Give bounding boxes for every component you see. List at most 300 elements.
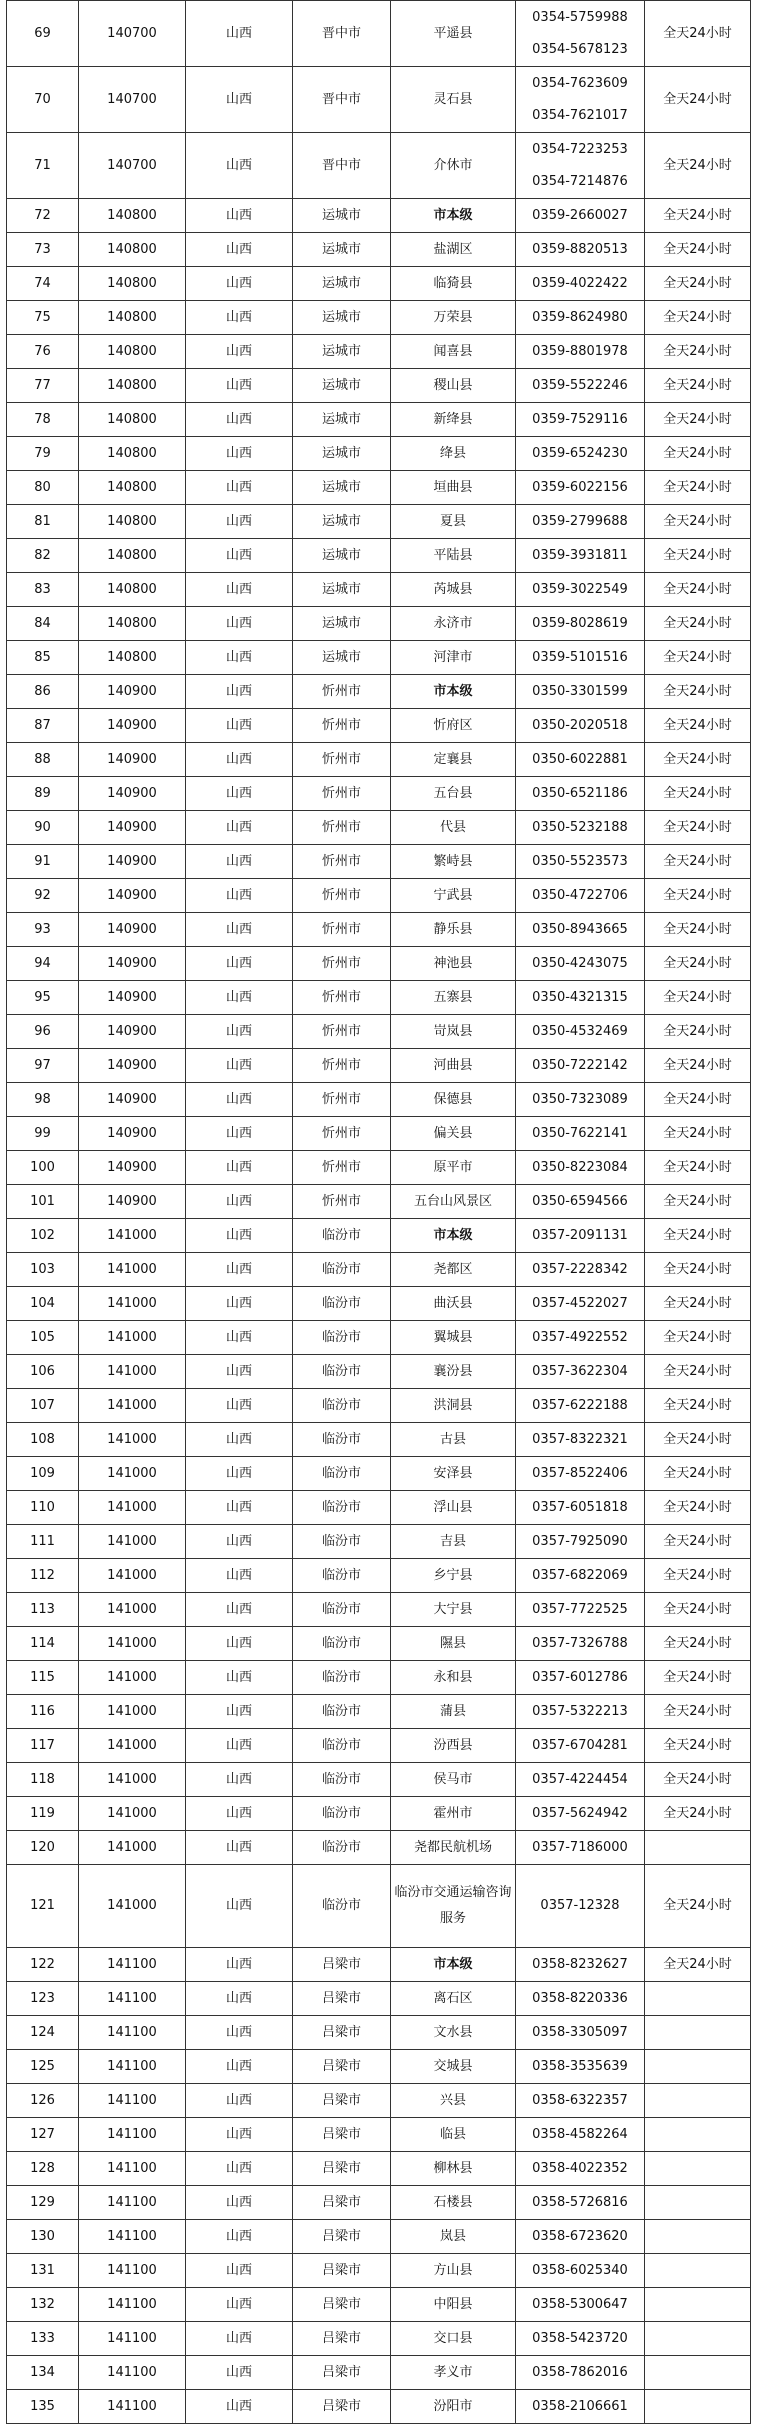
county-name: 侯马市: [433, 1771, 473, 1787]
phone-cell: [516, 133, 645, 199]
phone-number: 0359-2660027: [532, 207, 628, 223]
row-number-cell: 74: [7, 267, 79, 301]
service-hours-cell: 全天24小时: [645, 505, 751, 539]
phone-number: 0357-3622304: [532, 1363, 628, 1379]
service-hours-cell: [645, 2118, 751, 2152]
service-hours-cell: 全天24小时: [645, 1423, 751, 1457]
row-number-cell: 91: [7, 845, 79, 879]
county-cell: [391, 1219, 516, 1253]
county-cell: [391, 641, 516, 675]
row-number-cell: 99: [7, 1117, 79, 1151]
phone-number: 0350-6022881: [532, 751, 628, 767]
region-code-cell: 141100: [79, 2050, 186, 2084]
phone-cell: [516, 1253, 645, 1287]
county-name: 市本级: [433, 207, 473, 223]
county-cell: [391, 335, 516, 369]
region-code-cell: 140900: [79, 879, 186, 913]
county-name: 离石区: [433, 1990, 473, 2006]
phone-number: 0350-7323089: [532, 1091, 628, 1107]
service-hours-cell: [645, 1982, 751, 2016]
phone-number: 0359-3022549: [532, 581, 628, 597]
phone-cell: [516, 301, 645, 335]
province-cell: 山西: [186, 811, 293, 845]
county-name: 河津市: [433, 649, 473, 665]
province-cell: 山西: [186, 335, 293, 369]
city-cell: 吕梁市: [293, 2322, 391, 2356]
region-code-cell: 140800: [79, 437, 186, 471]
phone-number: 0358-2106661: [532, 2398, 628, 2414]
table-row: [7, 981, 751, 1015]
table-row: [7, 1185, 751, 1219]
service-hours-cell: 全天24小时: [645, 267, 751, 301]
service-hours-cell: [645, 2254, 751, 2288]
region-code-cell: 141000: [79, 1457, 186, 1491]
service-hours-cell: [645, 2186, 751, 2220]
phone-number: 0354-7223253: [532, 141, 628, 157]
county-cell: [391, 267, 516, 301]
province-cell: 山西: [186, 573, 293, 607]
region-code-cell: 141000: [79, 1389, 186, 1423]
city-cell: 临汾市: [293, 1865, 391, 1948]
service-hours-cell: 全天24小时: [645, 1, 751, 67]
phone-number: 0359-8801978: [532, 343, 628, 359]
table-row: [7, 1287, 751, 1321]
table-row: [7, 1627, 751, 1661]
county-name: 翼城县: [433, 1329, 473, 1345]
county-name: 蒲县: [439, 1703, 466, 1719]
phone-number: 0350-6521186: [532, 785, 628, 801]
phone-number: 0354-7623609: [532, 75, 628, 91]
phone-number: 0357-8522406: [532, 1465, 628, 1481]
county-name: 孝义市: [433, 2364, 473, 2380]
phone-cell: [516, 1695, 645, 1729]
phone-cell: [516, 2186, 645, 2220]
phone-number: 0359-5101516: [532, 649, 628, 665]
county-name: 河曲县: [433, 1057, 473, 1073]
row-number-cell: 117: [7, 1729, 79, 1763]
region-code-cell: 141000: [79, 1559, 186, 1593]
service-hours-cell: 全天24小时: [645, 641, 751, 675]
county-name: 永和县: [433, 1669, 473, 1685]
row-number-cell: 106: [7, 1355, 79, 1389]
province-cell: 山西: [186, 2016, 293, 2050]
phone-cell: [516, 2220, 645, 2254]
table-row: [7, 1321, 751, 1355]
table-row: [7, 1423, 751, 1457]
county-name: 稷山县: [433, 377, 473, 393]
table-row: [7, 2390, 751, 2424]
province-cell: 山西: [186, 2152, 293, 2186]
county-cell: [391, 471, 516, 505]
county-cell: [391, 2220, 516, 2254]
county-cell: [391, 2050, 516, 2084]
city-cell: 临汾市: [293, 1763, 391, 1797]
phone-cell: [516, 1865, 645, 1948]
phone-cell: [516, 1083, 645, 1117]
table-row: [7, 67, 751, 133]
phone-number: 0350-5232188: [532, 819, 628, 835]
province-cell: 山西: [186, 1982, 293, 2016]
table-row: [7, 2288, 751, 2322]
row-number-cell: 109: [7, 1457, 79, 1491]
county-cell: [391, 539, 516, 573]
row-number-cell: 96: [7, 1015, 79, 1049]
city-cell: 吕梁市: [293, 2254, 391, 2288]
phone-cell: [516, 1593, 645, 1627]
service-hours-cell: [645, 2220, 751, 2254]
county-cell: [391, 1695, 516, 1729]
service-hours-cell: 全天24小时: [645, 1219, 751, 1253]
row-number-cell: 80: [7, 471, 79, 505]
city-cell: 吕梁市: [293, 2390, 391, 2424]
county-name: 霍州市: [433, 1805, 473, 1821]
city-cell: 运城市: [293, 437, 391, 471]
service-hours-cell: 全天24小时: [645, 471, 751, 505]
region-code-cell: 140800: [79, 573, 186, 607]
province-cell: 山西: [186, 1015, 293, 1049]
city-cell: 临汾市: [293, 1695, 391, 1729]
region-code-cell: 140700: [79, 1, 186, 67]
county-cell: [391, 573, 516, 607]
city-cell: 临汾市: [293, 1219, 391, 1253]
province-cell: 山西: [186, 403, 293, 437]
province-cell: 山西: [186, 1, 293, 67]
region-code-cell: 141100: [79, 1982, 186, 2016]
service-hours-cell: 全天24小时: [645, 1661, 751, 1695]
region-code-cell: 140800: [79, 607, 186, 641]
county-name: 临猗县: [433, 275, 473, 291]
table-row: [7, 2084, 751, 2118]
region-code-cell: 140800: [79, 369, 186, 403]
row-number-cell: 112: [7, 1559, 79, 1593]
province-cell: 山西: [186, 777, 293, 811]
hotline-table: [6, 0, 751, 2424]
phone-cell: [516, 1661, 645, 1695]
phone-cell: [516, 2084, 645, 2118]
county-name: 偏关县: [433, 1125, 473, 1141]
table-row: [7, 1083, 751, 1117]
phone-number: 0357-8322321: [532, 1431, 628, 1447]
county-name: 忻府区: [433, 717, 473, 733]
row-number-cell: 104: [7, 1287, 79, 1321]
service-hours-cell: 全天24小时: [645, 1117, 751, 1151]
province-cell: 山西: [186, 1083, 293, 1117]
row-number-cell: 78: [7, 403, 79, 437]
region-code-cell: 141000: [79, 1797, 186, 1831]
phone-number: 0358-4582264: [532, 2126, 628, 2142]
table-row: [7, 1151, 751, 1185]
phone-cell: [516, 1525, 645, 1559]
county-name: 宁武县: [433, 887, 473, 903]
county-cell: [391, 67, 516, 133]
row-number-cell: 113: [7, 1593, 79, 1627]
province-cell: 山西: [186, 1151, 293, 1185]
phone-number: 0350-4532469: [532, 1023, 628, 1039]
county-cell: [391, 1763, 516, 1797]
county-cell: [391, 981, 516, 1015]
city-cell: 运城市: [293, 607, 391, 641]
province-cell: 山西: [186, 301, 293, 335]
city-cell: 吕梁市: [293, 2186, 391, 2220]
province-cell: 山西: [186, 1457, 293, 1491]
phone-cell: [516, 199, 645, 233]
service-hours-cell: 全天24小时: [645, 1389, 751, 1423]
service-hours-cell: [645, 2016, 751, 2050]
province-cell: 山西: [186, 539, 293, 573]
phone-number: 0358-6723620: [532, 2228, 628, 2244]
province-cell: 山西: [186, 981, 293, 1015]
row-number-cell: 75: [7, 301, 79, 335]
county-cell: [391, 879, 516, 913]
row-number-cell: 127: [7, 2118, 79, 2152]
province-cell: 山西: [186, 641, 293, 675]
region-code-cell: 140700: [79, 133, 186, 199]
table-row: [7, 1559, 751, 1593]
phone-number: 0350-8223084: [532, 1159, 628, 1175]
province-cell: 山西: [186, 845, 293, 879]
phone-cell: [516, 1355, 645, 1389]
region-code-cell: 141000: [79, 1287, 186, 1321]
phone-cell: [516, 267, 645, 301]
service-hours-cell: [645, 2084, 751, 2118]
county-cell: [391, 301, 516, 335]
county-name: 市本级: [433, 683, 473, 699]
table-row: [7, 2118, 751, 2152]
county-cell: [391, 2390, 516, 2424]
county-cell: [391, 1049, 516, 1083]
phone-cell: [516, 2288, 645, 2322]
service-hours-cell: 全天24小时: [645, 743, 751, 777]
table-row: [7, 1389, 751, 1423]
county-cell: [391, 233, 516, 267]
city-cell: 吕梁市: [293, 2356, 391, 2390]
county-name: 中阳县: [433, 2296, 473, 2312]
table-row: [7, 675, 751, 709]
region-code-cell: 141000: [79, 1627, 186, 1661]
province-cell: 山西: [186, 2050, 293, 2084]
phone-number: 0359-4022422: [532, 275, 628, 291]
table-row: [7, 2152, 751, 2186]
county-cell: [391, 1525, 516, 1559]
service-hours-cell: 全天24小时: [645, 607, 751, 641]
city-cell: 忻州市: [293, 913, 391, 947]
county-name: 交城县: [433, 2058, 473, 2074]
service-hours-cell: 全天24小时: [645, 777, 751, 811]
region-code-cell: 140800: [79, 233, 186, 267]
region-code-cell: 140900: [79, 1015, 186, 1049]
province-cell: 山西: [186, 1763, 293, 1797]
phone-number: 0358-6025340: [532, 2262, 628, 2278]
city-cell: 临汾市: [293, 1559, 391, 1593]
table-row: [7, 1, 751, 67]
service-hours-cell: 全天24小时: [645, 573, 751, 607]
phone-number: 0358-4022352: [532, 2160, 628, 2176]
province-cell: 山西: [186, 1948, 293, 1982]
region-code-cell: 141000: [79, 1355, 186, 1389]
row-number-cell: 101: [7, 1185, 79, 1219]
county-name: 静乐县: [433, 921, 473, 937]
table-row: [7, 1661, 751, 1695]
city-cell: 运城市: [293, 233, 391, 267]
county-cell: [391, 133, 516, 199]
province-cell: 山西: [186, 2220, 293, 2254]
region-code-cell: 140900: [79, 845, 186, 879]
row-number-cell: 120: [7, 1831, 79, 1865]
service-hours-cell: 全天24小时: [645, 1525, 751, 1559]
region-code-cell: 141000: [79, 1865, 186, 1948]
region-code-cell: 141100: [79, 2016, 186, 2050]
region-code-cell: 140900: [79, 811, 186, 845]
county-cell: [391, 505, 516, 539]
service-hours-cell: 全天24小时: [645, 1627, 751, 1661]
province-cell: 山西: [186, 2288, 293, 2322]
city-cell: 忻州市: [293, 743, 391, 777]
table-row: [7, 573, 751, 607]
region-code-cell: 140900: [79, 981, 186, 1015]
province-cell: 山西: [186, 1185, 293, 1219]
county-cell: [391, 1627, 516, 1661]
county-name: 尧都区: [433, 1261, 473, 1277]
province-cell: 山西: [186, 1423, 293, 1457]
table-row: [7, 233, 751, 267]
city-cell: 临汾市: [293, 1797, 391, 1831]
county-cell: [391, 2084, 516, 2118]
phone-cell: [516, 2050, 645, 2084]
county-cell: [391, 369, 516, 403]
service-hours-cell: 全天24小时: [645, 1321, 751, 1355]
phone-cell: [516, 675, 645, 709]
province-cell: 山西: [186, 1797, 293, 1831]
region-code-cell: 141000: [79, 1729, 186, 1763]
phone-cell: [516, 1948, 645, 1982]
province-cell: 山西: [186, 1253, 293, 1287]
table-row: [7, 1049, 751, 1083]
county-name: 柳林县: [433, 2160, 473, 2176]
city-cell: 忻州市: [293, 845, 391, 879]
region-code-cell: 141100: [79, 2356, 186, 2390]
phone-number: 0359-2799688: [532, 513, 628, 529]
table-row: [7, 811, 751, 845]
row-number-cell: 86: [7, 675, 79, 709]
city-cell: 运城市: [293, 573, 391, 607]
province-cell: 山西: [186, 133, 293, 199]
region-code-cell: 141100: [79, 2254, 186, 2288]
phone-cell: [516, 471, 645, 505]
table-row: [7, 1355, 751, 1389]
county-cell: [391, 1287, 516, 1321]
phone-number: 0357-6012786: [532, 1669, 628, 1685]
row-number-cell: 89: [7, 777, 79, 811]
phone-number: 0358-3305097: [532, 2024, 628, 2040]
county-name: 大宁县: [433, 1601, 473, 1617]
region-code-cell: 140900: [79, 1083, 186, 1117]
phone-cell: [516, 1, 645, 67]
city-cell: 忻州市: [293, 1015, 391, 1049]
service-hours-cell: 全天24小时: [645, 1695, 751, 1729]
service-hours-cell: [645, 2390, 751, 2424]
county-name: 五寨县: [433, 989, 473, 1005]
province-cell: 山西: [186, 1491, 293, 1525]
region-code-cell: 140900: [79, 1151, 186, 1185]
region-code-cell: 140800: [79, 471, 186, 505]
row-number-cell: 135: [7, 2390, 79, 2424]
table-row: [7, 1525, 751, 1559]
table-row: [7, 1457, 751, 1491]
row-number-cell: 116: [7, 1695, 79, 1729]
service-hours-cell: 全天24小时: [645, 133, 751, 199]
city-cell: 忻州市: [293, 879, 391, 913]
service-hours-cell: 全天24小时: [645, 437, 751, 471]
row-number-cell: 93: [7, 913, 79, 947]
region-code-cell: 141100: [79, 2118, 186, 2152]
service-hours-cell: 全天24小时: [645, 1287, 751, 1321]
city-cell: 临汾市: [293, 1457, 391, 1491]
row-number-cell: 125: [7, 2050, 79, 2084]
county-name: 平陆县: [433, 547, 473, 563]
province-cell: 山西: [186, 1865, 293, 1948]
row-number-cell: 123: [7, 1982, 79, 2016]
region-code-cell: 141100: [79, 2186, 186, 2220]
phone-cell: [516, 403, 645, 437]
city-cell: 吕梁市: [293, 1982, 391, 2016]
phone-number: 0357-6704281: [532, 1737, 628, 1753]
row-number-cell: 83: [7, 573, 79, 607]
county-cell: [391, 1, 516, 67]
province-cell: 山西: [186, 2356, 293, 2390]
table-row: [7, 539, 751, 573]
county-cell: [391, 1797, 516, 1831]
city-cell: 忻州市: [293, 1049, 391, 1083]
province-cell: 山西: [186, 2322, 293, 2356]
phone-cell: [516, 2390, 645, 2424]
city-cell: 临汾市: [293, 1525, 391, 1559]
county-name: 灵石县: [433, 91, 473, 107]
county-cell: [391, 1389, 516, 1423]
city-cell: 运城市: [293, 403, 391, 437]
table-row: [7, 1831, 751, 1865]
row-number-cell: 79: [7, 437, 79, 471]
county-name: 安泽县: [433, 1465, 473, 1481]
county-name: 襄汾县: [433, 1363, 473, 1379]
region-code-cell: 141100: [79, 2288, 186, 2322]
city-cell: 运城市: [293, 471, 391, 505]
county-name: 尧都民航机场: [413, 1839, 492, 1855]
table-row: [7, 879, 751, 913]
county-name: 原平市: [433, 1159, 473, 1175]
city-cell: 临汾市: [293, 1321, 391, 1355]
phone-number: 0357-7722525: [532, 1601, 628, 1617]
region-code-cell: 140800: [79, 301, 186, 335]
province-cell: 山西: [186, 709, 293, 743]
phone-cell: [516, 1831, 645, 1865]
phone-cell: [516, 2356, 645, 2390]
county-name: 五台县: [433, 785, 473, 801]
county-cell: [391, 1491, 516, 1525]
phone-number: 0357-5624942: [532, 1805, 628, 1821]
province-cell: 山西: [186, 743, 293, 777]
service-hours-cell: 全天24小时: [645, 67, 751, 133]
phone-cell: [516, 913, 645, 947]
table-row: [7, 1491, 751, 1525]
row-number-cell: 103: [7, 1253, 79, 1287]
city-cell: 吕梁市: [293, 2084, 391, 2118]
region-code-cell: 140800: [79, 199, 186, 233]
county-name: 石楼县: [433, 2194, 473, 2210]
county-name: 兴县: [439, 2092, 466, 2108]
province-cell: 山西: [186, 1287, 293, 1321]
service-hours-cell: 全天24小时: [645, 675, 751, 709]
county-cell: [391, 2356, 516, 2390]
